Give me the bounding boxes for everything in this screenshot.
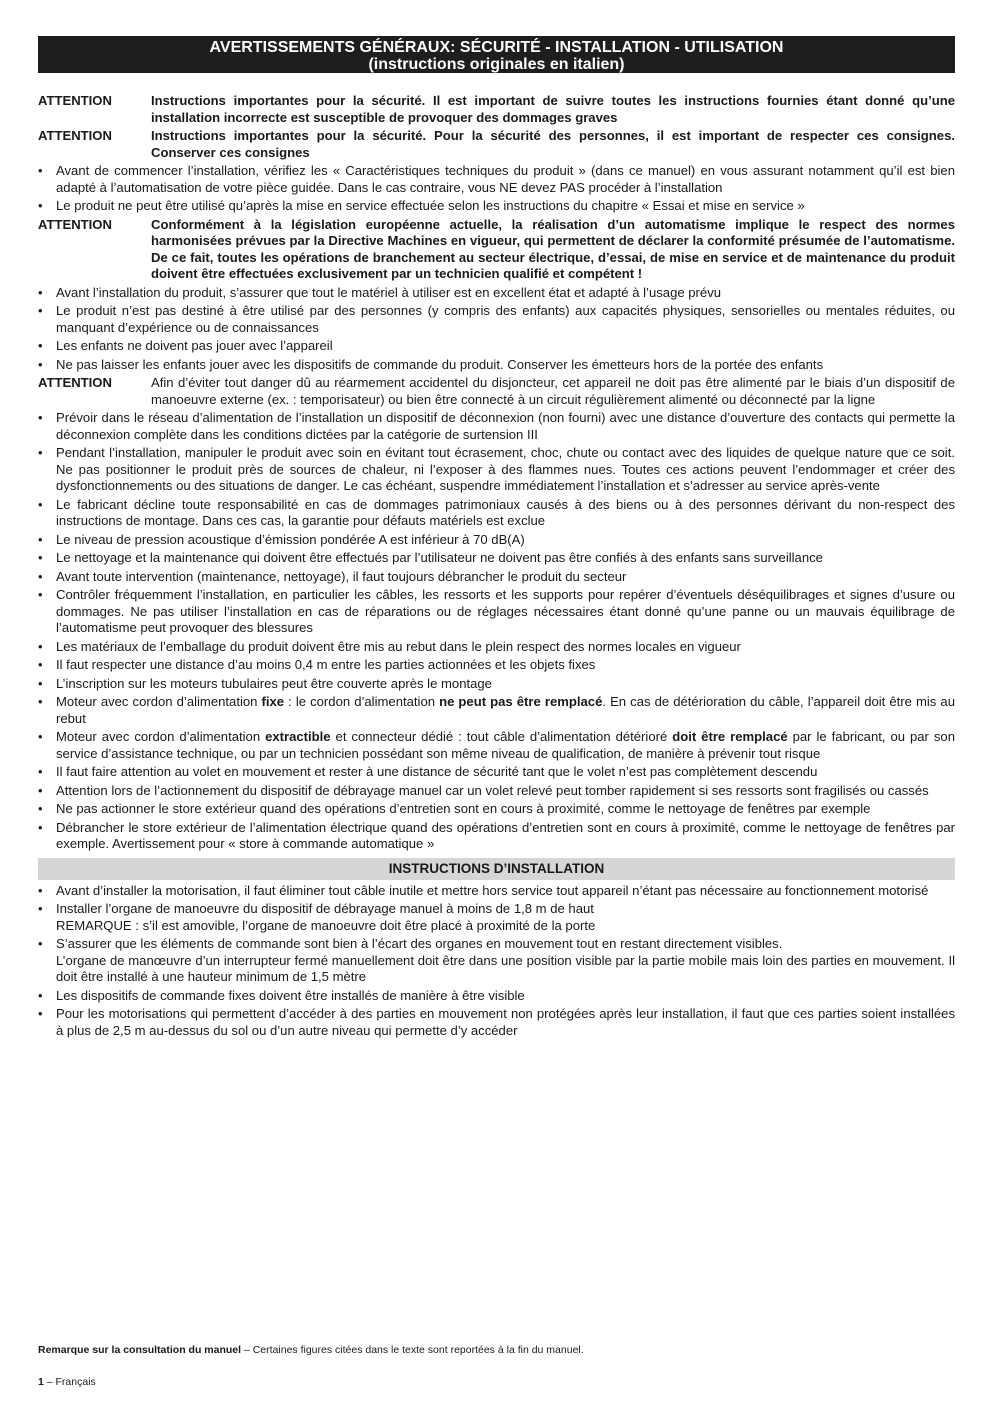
document-subtitle: (instructions originales en italien)	[368, 56, 625, 73]
bullet-text: Prévoir dans le réseau d’alimentation de l’installation un dispositif de déconnexion (non fourni) avec une distance d’ouverture des contacts qui permette la déconnexion complète dans les conditions dictées par la catégorie de surtension III	[56, 410, 955, 442]
bullet-text: Attention lors de l’actionnement du dispositif de débrayage manuel car un volet relevé peut tomber rapidement si ses ressorts sont fragilisés ou cassés	[56, 782, 929, 798]
bullet-text	[56, 988, 955, 1005]
bullet-text: Il faut faire attention au volet en mouvement et rester à une distance de sécurité tant que le volet n’est pas complètement descendu	[56, 764, 818, 779]
bullet-text	[56, 694, 955, 727]
attention-label: ATTENTION	[38, 216, 112, 232]
text-run: . En cas de détérioration du câble, l’appareil doit être mis au rebut	[56, 694, 955, 726]
bullet-icon: •	[38, 675, 43, 691]
bullet-icon: •	[38, 901, 43, 916]
bold-emphasis: fixe	[261, 694, 285, 709]
bullet-text: Ne pas laisser les enfants jouer avec les dispositifs de commande du produit. Conserver les émetteurs hors de la portée des enfants	[56, 356, 824, 372]
bullet-text	[56, 729, 955, 762]
bullet-item	[38, 569, 955, 586]
bullet-text: L’inscription sur les moteurs tubulaires peut être couverte après le montage	[56, 675, 492, 691]
bullet-text: Le produit ne peut être utilisé qu’après la mise en service effectuée selon les instructions du chapitre « Essai et mise en service »	[56, 198, 805, 213]
bullet-icon: •	[38, 198, 43, 213]
footer-note-bold: Remarque sur la consultation du manuel	[38, 1344, 242, 1356]
attention-warning	[38, 217, 955, 283]
bullet-text: Les enfants ne doivent pas jouer avec l’appareil	[56, 338, 333, 353]
bullet-icon: •	[38, 284, 43, 300]
bullet-text	[56, 1006, 955, 1039]
text-run: : le cordon d’alimentation	[284, 694, 440, 709]
bullet-icon: •	[38, 638, 43, 654]
bullet-text: Débrancher le store extérieur de l’alimentation électrique quand des opérations d’entretien sont en cours à proximité, comme le nettoyage de fenêtres par exemple. Avertissement pour « store à commande automatique »	[56, 819, 955, 851]
bullet-icon: •	[38, 338, 43, 353]
attention-label: ATTENTION	[38, 128, 112, 143]
installation-bullet-item	[38, 936, 955, 986]
bullet-item	[38, 338, 955, 355]
bullet-text: Ne pas actionner le store extérieur quand des opérations d’entretien sont en cours à proximité, comme le nettoyage de fenêtres par exemple	[56, 801, 871, 816]
bullet-icon: •	[38, 410, 43, 425]
page-number: 1	[38, 1376, 44, 1388]
bullet-item	[38, 639, 955, 656]
bullet-icon: •	[38, 445, 43, 460]
bullet-item	[38, 198, 955, 215]
text-run: Moteur avec cordon d’alimentation	[56, 694, 262, 709]
attention-label: ATTENTION	[38, 93, 112, 108]
bullet-icon: •	[38, 764, 43, 779]
page-language: – Français	[43, 1376, 96, 1388]
bullet-text: Il faut respecter une distance d’au moins 0,4 m entre les parties actionnées et les objets fixes	[56, 657, 596, 672]
bullet-line: L’organe de manœuvre d’un interrupteur fermé manuellement doit être dans une position visible par la partie mobile mais loin des parties en mouvement. Il doit être installé à une hauteur minimum de 1,5 mètre	[56, 952, 955, 984]
bullet-text	[56, 901, 955, 934]
bullet-icon: •	[38, 657, 43, 672]
bullet-icon: •	[38, 303, 43, 318]
bullet-line: Les dispositifs de commande fixes doivent être installés de manière à être visible	[56, 987, 525, 1003]
bullet-item	[38, 587, 955, 637]
installation-bullet-item	[38, 1006, 955, 1039]
bullet-text: Avant toute intervention (maintenance, nettoyage), il faut toujours débrancher le produit du secteur	[56, 568, 627, 584]
bullet-item	[38, 550, 955, 567]
bullet-line: Avant d’installer la motorisation, il faut éliminer tout câble inutile et mettre hors service tout appareil n’étant pas nécessaire au fonctionnement motorisé	[56, 882, 929, 898]
bullet-icon: •	[38, 1006, 43, 1021]
bullet-icon: •	[38, 531, 43, 547]
bullet-item	[38, 410, 955, 443]
bullet-item	[38, 303, 955, 336]
bullet-item	[38, 801, 955, 818]
bullet-item	[38, 445, 955, 495]
bullet-text: Contrôler fréquemment l’installation, en particulier les câbles, les ressorts et les supports pour repérer d’éventuels déséquilibrages et signes d’usure ou dommages. Ne pas utiliser l’installation en cas de réparations ou de réglages nécessaires étant donné qu’une panne ou un mauvais équilibrage de l’automatisme peut provoquer des blessures	[56, 587, 955, 635]
bullet-icon: •	[38, 568, 43, 584]
bold-emphasis: extractible	[265, 729, 331, 744]
bullet-text: Le niveau de pression acoustique d’émission pondérée A est inférieur à 70 dB(A)	[56, 531, 525, 547]
text-run: et connecteur dédié : tout câble d’alimentation détérioré	[330, 729, 673, 744]
footer-note	[38, 1343, 584, 1357]
attention-text: Instructions importantes pour la sécurité. Pour la sécurité des personnes, il est important de respecter ces consignes. Conserver ces consignes	[151, 128, 955, 160]
bullet-line: Installer l’organe de manoeuvre du dispositif de débrayage manuel à moins de 1,8 m de haut	[56, 901, 594, 916]
text-run: par le fabricant, ou par son service d’assistance technique, ou par un technicien possédant son même niveau de qualification, de manière à prévenir tout risque	[56, 729, 955, 761]
page-number-line	[38, 1375, 96, 1389]
bullet-icon: •	[38, 782, 43, 798]
bullet-text: Le nettoyage et la maintenance qui doivent être effectués par l’utilisateur ne doivent pas être confiés à des enfants sans surveillance	[56, 550, 823, 565]
bullet-item	[38, 163, 955, 196]
warnings-content	[38, 93, 955, 1039]
bullet-item	[38, 676, 955, 693]
attention-warning	[38, 93, 955, 126]
text-run: Moteur avec cordon d’alimentation	[56, 729, 266, 744]
bullet-icon: •	[38, 496, 43, 512]
attention-text: Conformément à la législation européenne actuelle, la réalisation d’un automatisme implique le respect des normes harmonisées prévues par la Directive Machines en vigueur, qui permettent de déclarer la conformité présumée de l’automatisme. De ce fait, toutes les opérations de branchement au secteur électrique, d’essai, de mise en service et de maintenance du produit doivent être effectuées exclusivement par un technicien qualifié et compétent !	[151, 216, 955, 281]
bullet-icon: •	[38, 163, 43, 178]
document-page	[38, 36, 955, 1041]
bullet-text	[56, 883, 955, 900]
bullet-line: S’assurer que les éléments de commande sont bien à l’écart des organes en mouvement tout en restant directement visibles.	[56, 936, 783, 951]
attention-label: ATTENTION	[38, 375, 112, 390]
attention-text: Instructions importantes pour la sécurité. Il est important de suivre toutes les instructions fournies étant donné qu’une installation incorrecte est susceptible de provoquer des dommages graves	[151, 93, 955, 125]
bullet-text	[56, 936, 955, 986]
bullet-item	[38, 764, 955, 781]
bullet-line: Pour les motorisations qui permettent d’accéder à des parties en mouvement non protégées après leur installation, il faut que ces parties soient installées à plus de 2,5 m au-dessus du sol ou d’un autre niveau qui permette d’y accéder	[56, 1006, 955, 1038]
bold-emphasis: doit être remplacé	[672, 729, 788, 744]
footer-note-text: – Certaines figures citées dans le texte sont reportées à la fin du manuel.	[241, 1344, 584, 1356]
bullet-item	[38, 285, 955, 302]
bullet-text: Le produit n’est pas destiné à être utilisé par des personnes (y compris des enfants) aux capacités physiques, sensorielles ou mentales réduites, ou manquant d’expérience ou de connaissances	[56, 303, 955, 335]
bullet-text: Avant l’installation du produit, s’assurer que tout le matériel à utiliser est en excellent état et adapté à l’usage prévu	[56, 284, 722, 300]
attention-text: Afin d’éviter tout danger dû au réarmement accidentel du disjoncteur, cet appareil ne doit pas être alimenté par le biais d’un dispositif de manoeuvre externe (ex. : temporisateur) ou bien être connecté à un circuit régulièrement alimenté ou déconnecté par la ligne	[151, 375, 955, 407]
bullet-text: Les matériaux de l’emballage du produit doivent être mis au rebut dans le plein respect des normes locales en vigueur	[56, 638, 741, 654]
document-title-bar	[38, 36, 955, 73]
bold-emphasis: ne peut pas être remplacé	[439, 694, 603, 709]
bullet-text: Avant de commencer l’installation, vérifiez les « Caractéristiques techniques du produit » (dans ce manuel) en vous assurant notamment qu’il est bien adapté à l’automatisation de votre pièce guidée. Dans le cas contraire, vous NE devez PAS procéder à l’installation	[56, 163, 955, 195]
bullet-line: REMARQUE : s’il est amovible, l’organe de manoeuvre doit être placé à proximité de la porte	[56, 917, 596, 933]
bullet-item	[38, 532, 955, 549]
bullet-icon: •	[38, 694, 43, 709]
bullet-icon: •	[38, 801, 43, 816]
bullet-icon: •	[38, 356, 43, 372]
installation-bullet-item	[38, 988, 955, 1005]
bullet-text: Le fabricant décline toute responsabilité en cas de dommages patrimoniaux causés à des biens ou à des personnes dérivant du non-respect des instructions de montage. Dans ces cas, la garantie pour défauts matériels est exclue	[56, 496, 955, 528]
bullet-icon: •	[38, 882, 43, 898]
document-title: AVERTISSEMENTS GÉNÉRAUX: SÉCURITÉ - INSTALLATION - UTILISATION	[209, 39, 784, 56]
bullet-item	[38, 497, 955, 530]
bullet-icon: •	[38, 987, 43, 1003]
installation-bullet-item	[38, 883, 955, 900]
attention-warning	[38, 128, 955, 161]
bullet-item	[38, 783, 955, 800]
bullet-item	[38, 820, 955, 853]
installation-bullet-item	[38, 901, 955, 934]
bullet-item	[38, 729, 955, 762]
bullet-icon: •	[38, 819, 43, 835]
attention-warning	[38, 375, 955, 408]
section-heading-installation: INSTRUCTIONS D’INSTALLATION	[38, 858, 955, 880]
bullet-icon: •	[38, 550, 43, 565]
bullet-item	[38, 657, 955, 674]
bullet-text: Pendant l’installation, manipuler le produit avec soin en évitant tout écrasement, choc, chute ou contact avec des liquides de quelque nature que ce soit. Ne pas positionner le produit près de sources de chaleur, ni l’exposer à des flammes nues. Toutes ces actions peuvent l’endommager et créer des dysfonctionnements ou des situations de danger. Le cas échéant, suspendre immédiatement l’installation et s’adresser au service après-vente	[56, 445, 955, 493]
bullet-icon: •	[38, 936, 43, 951]
bullet-item	[38, 694, 955, 727]
bullet-icon: •	[38, 587, 43, 602]
bullet-item	[38, 357, 955, 374]
bullet-icon: •	[38, 729, 43, 744]
